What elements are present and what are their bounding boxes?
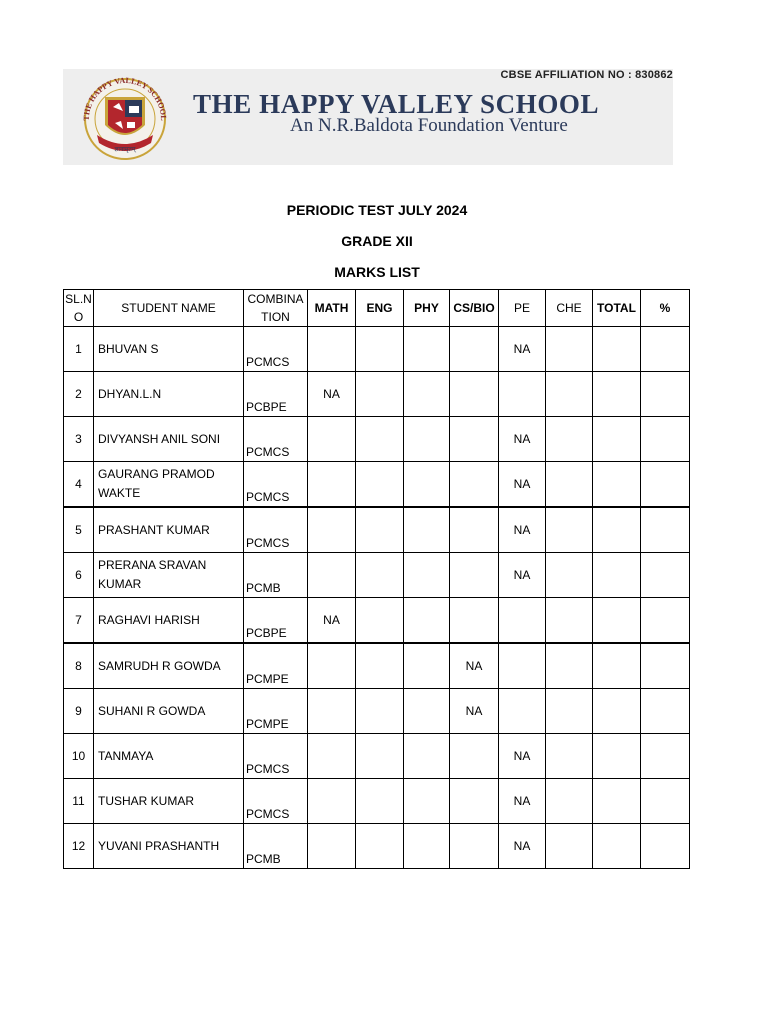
cell-pe: NA (499, 824, 546, 869)
cell-eng (356, 327, 404, 372)
cell-che (546, 779, 593, 824)
cell-total (593, 643, 641, 689)
table-row (64, 824, 690, 869)
cell-eng (356, 598, 404, 644)
cell-sl-no: 4 (64, 462, 94, 508)
cell-pe: NA (499, 327, 546, 372)
cell-combination: PCMCS (244, 507, 308, 553)
cell-phy (404, 372, 450, 417)
cell-percent (641, 689, 690, 734)
cell-combination: PCMPE (244, 689, 308, 734)
cell-math: NA (308, 598, 356, 644)
cell-sl-no: 2 (64, 372, 94, 417)
cell-phy (404, 462, 450, 508)
cell-pe: NA (499, 779, 546, 824)
header-pe: PE (499, 290, 546, 327)
cell-math (308, 462, 356, 508)
cell-eng (356, 372, 404, 417)
cell-sl-no: 11 (64, 779, 94, 824)
cell-pe (499, 372, 546, 417)
cell-phy (404, 507, 450, 553)
cell-che (546, 417, 593, 462)
crest-motto: ज्ञानामृतम् (114, 146, 136, 153)
cell-pe (499, 689, 546, 734)
cell-percent (641, 372, 690, 417)
cell-student-name: TUSHAR KUMAR (94, 779, 244, 824)
cell-cs-bio (450, 553, 499, 598)
cell-che (546, 824, 593, 869)
cell-che (546, 507, 593, 553)
cell-cs-bio (450, 417, 499, 462)
cell-combination: PCMCS (244, 327, 308, 372)
header-combination: COMBINA TION (244, 290, 308, 327)
cell-sl-no: 10 (64, 734, 94, 779)
cell-phy (404, 417, 450, 462)
cell-eng (356, 779, 404, 824)
cell-combination: PCBPE (244, 372, 308, 417)
cell-phy (404, 689, 450, 734)
header-math: MATH (308, 290, 356, 327)
cell-pe: NA (499, 417, 546, 462)
cell-phy (404, 779, 450, 824)
cell-combination: PCBPE (244, 598, 308, 644)
cell-phy (404, 734, 450, 779)
cell-math: NA (308, 372, 356, 417)
cell-percent (641, 598, 690, 644)
cell-total (593, 598, 641, 644)
school-subtitle: An N.R.Baldota Foundation Venture (290, 115, 568, 136)
header-cs-bio: CS/BIO (450, 290, 499, 327)
cell-student-name: BHUVAN S (94, 327, 244, 372)
cell-pe (499, 643, 546, 689)
table-row (64, 643, 690, 689)
cell-total (593, 824, 641, 869)
header-phy: PHY (404, 290, 450, 327)
cell-che (546, 598, 593, 644)
cell-math (308, 779, 356, 824)
cell-cs-bio: NA (450, 643, 499, 689)
table-body (64, 327, 690, 869)
cell-combination: PCMCS (244, 734, 308, 779)
cell-student-name: RAGHAVI HARISH (94, 598, 244, 644)
cell-combination: PCMB (244, 824, 308, 869)
cell-sl-no: 1 (64, 327, 94, 372)
cell-total (593, 462, 641, 508)
cell-student-name: TANMAYA (94, 734, 244, 779)
cell-percent (641, 824, 690, 869)
cell-che (546, 734, 593, 779)
cell-total (593, 553, 641, 598)
cell-sl-no: 7 (64, 598, 94, 644)
cell-total (593, 327, 641, 372)
cell-phy (404, 643, 450, 689)
cell-percent (641, 643, 690, 689)
header-che: CHE (546, 290, 593, 327)
cell-student-name: PRASHANT KUMAR (94, 507, 244, 553)
grade-title: GRADE XII (341, 233, 413, 249)
cell-percent (641, 462, 690, 508)
cell-che (546, 553, 593, 598)
cell-math (308, 553, 356, 598)
cell-eng (356, 689, 404, 734)
cell-cs-bio (450, 824, 499, 869)
cell-cs-bio (450, 507, 499, 553)
cell-phy (404, 598, 450, 644)
cell-cs-bio (450, 372, 499, 417)
header-eng: ENG (356, 290, 404, 327)
cell-combination: PCMPE (244, 643, 308, 689)
cell-percent (641, 553, 690, 598)
cell-total (593, 779, 641, 824)
cell-eng (356, 553, 404, 598)
cell-combination: PCMCS (244, 779, 308, 824)
cell-student-name: DHYAN.L.N (94, 372, 244, 417)
cell-cs-bio (450, 598, 499, 644)
cell-sl-no: 3 (64, 417, 94, 462)
cell-eng (356, 734, 404, 779)
cell-math (308, 734, 356, 779)
header-percent: % (641, 290, 690, 327)
cell-pe: NA (499, 553, 546, 598)
cell-total (593, 689, 641, 734)
cell-math (308, 689, 356, 734)
cell-eng (356, 824, 404, 869)
affiliation-number: CBSE AFFILIATION NO : 830862 (500, 69, 673, 81)
cell-eng (356, 462, 404, 508)
cell-total (593, 417, 641, 462)
cell-percent (641, 327, 690, 372)
cell-pe (499, 598, 546, 644)
test-title: PERIODIC TEST JULY 2024 (286, 202, 468, 218)
cell-student-name: YUVANI PRASHANTH (94, 824, 244, 869)
letterhead-banner (63, 69, 673, 165)
cell-phy (404, 553, 450, 598)
cell-math (308, 643, 356, 689)
marks-table (63, 289, 690, 869)
cell-math (308, 327, 356, 372)
cell-student-name: PRERANA SRAVAN KUMAR (94, 553, 244, 598)
cell-sl-no: 12 (64, 824, 94, 869)
crest-arc-text: THE HAPPY VALLEY SCHOOL (81, 75, 169, 121)
cell-sl-no: 6 (64, 553, 94, 598)
header-total: TOTAL (593, 290, 641, 327)
cell-pe: NA (499, 507, 546, 553)
cell-cs-bio (450, 462, 499, 508)
table-header-row (64, 290, 690, 327)
cell-student-name: DIVYANSH ANIL SONI (94, 417, 244, 462)
header-student-name: STUDENT NAME (94, 290, 244, 327)
cell-cs-bio (450, 327, 499, 372)
cell-cs-bio: NA (450, 689, 499, 734)
table-row (64, 327, 690, 372)
cell-sl-no: 5 (64, 507, 94, 553)
cell-phy (404, 327, 450, 372)
table-row (64, 417, 690, 462)
cell-math (308, 417, 356, 462)
cell-student-name: SAMRUDH R GOWDA (94, 643, 244, 689)
cell-cs-bio (450, 734, 499, 779)
cell-total (593, 372, 641, 417)
cell-cs-bio (450, 779, 499, 824)
table-row (64, 553, 690, 598)
header-sl-no: SL.N O (64, 290, 94, 327)
cell-eng (356, 507, 404, 553)
cell-pe: NA (499, 734, 546, 779)
cell-che (546, 327, 593, 372)
cell-sl-no: 9 (64, 689, 94, 734)
marks-list-title: MARKS LIST (334, 264, 420, 280)
cell-che (546, 689, 593, 734)
cell-percent (641, 779, 690, 824)
cell-eng (356, 643, 404, 689)
cell-combination: PCMB (244, 553, 308, 598)
cell-math (308, 507, 356, 553)
cell-che (546, 462, 593, 508)
school-name: THE HAPPY VALLEY SCHOOL (193, 89, 600, 119)
table-row (64, 462, 690, 508)
table-row (64, 372, 690, 417)
table-row (64, 598, 690, 644)
cell-student-name: SUHANI R GOWDA (94, 689, 244, 734)
table-row (64, 689, 690, 734)
cell-che (546, 643, 593, 689)
cell-combination: PCMCS (244, 462, 308, 508)
cell-phy (404, 824, 450, 869)
school-crest-logo (69, 73, 181, 163)
cell-student-name: GAURANG PRAMOD WAKTE (94, 462, 244, 508)
cell-combination: PCMCS (244, 417, 308, 462)
cell-che (546, 372, 593, 417)
cell-total (593, 507, 641, 553)
cell-total (593, 734, 641, 779)
cell-sl-no: 8 (64, 643, 94, 689)
table-row (64, 779, 690, 824)
cell-percent (641, 507, 690, 553)
cell-eng (356, 417, 404, 462)
cell-percent (641, 734, 690, 779)
table-row (64, 734, 690, 779)
cell-math (308, 824, 356, 869)
table-row (64, 507, 690, 553)
cell-pe: NA (499, 462, 546, 508)
cell-percent (641, 417, 690, 462)
